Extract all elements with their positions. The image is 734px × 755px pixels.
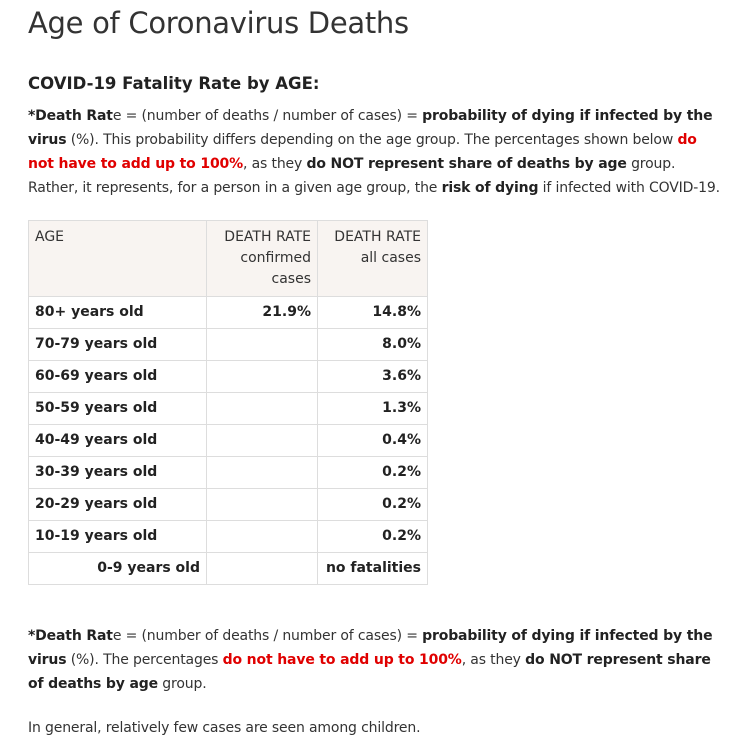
footnote-paragraph — [28, 624, 720, 696]
table-header-row — [29, 221, 428, 297]
header-age: AGE — [29, 221, 207, 297]
intro-text-4: if infected with COVID-19. — [538, 180, 720, 196]
table-row — [29, 425, 428, 457]
confirmed-rate-cell — [207, 553, 318, 585]
age-cell: 70-79 years old — [29, 329, 207, 361]
footnote-formula: e = (number of deaths / number of cases) = — [112, 628, 423, 644]
table-row — [29, 329, 428, 361]
intro-text-3: group. Rather, it represents, for a person in a given age group, the — [28, 156, 676, 196]
intro-paragraph — [28, 104, 720, 200]
table-row — [29, 361, 428, 393]
fatality-rate-table — [28, 220, 428, 585]
header-death-rate-confirmed: DEATH RATE confirmed cases — [207, 221, 318, 297]
all-rate-cell: 8.0% — [318, 329, 428, 361]
table-row — [29, 393, 428, 425]
all-rate-cell: 0.2% — [318, 521, 428, 553]
footnote-text-1: (%). The percentages — [66, 652, 223, 668]
confirmed-rate-cell — [207, 393, 318, 425]
all-rate-cell: 1.3% — [318, 393, 428, 425]
all-rate-cell: 3.6% — [318, 361, 428, 393]
table-row — [29, 553, 428, 585]
intro-term: *Death Rat — [28, 108, 113, 124]
all-rate-cell: 14.8% — [318, 297, 428, 329]
closing-paragraph: In general, relatively few cases are seen among children. — [28, 720, 421, 736]
confirmed-rate-cell — [207, 361, 318, 393]
age-cell: 60-69 years old — [29, 361, 207, 393]
all-rate-cell: 0.2% — [318, 489, 428, 521]
intro-formula: e = (number of deaths / number of cases) = — [112, 108, 423, 124]
confirmed-rate-cell — [207, 329, 318, 361]
intro-bold-2: risk of dying — [441, 180, 539, 196]
table-row — [29, 297, 428, 329]
age-cell: 0-9 years old — [29, 553, 207, 585]
confirmed-rate-cell — [207, 457, 318, 489]
age-cell: 20-29 years old — [29, 489, 207, 521]
intro-text-1: (%). This probability differs depending on the age group. The percentages shown below — [66, 132, 678, 148]
footnote-term: *Death Rat — [28, 628, 113, 644]
footnote-text-2: , as they — [461, 652, 526, 668]
section-heading: COVID-19 Fatality Rate by AGE: — [28, 74, 320, 93]
table-row — [29, 457, 428, 489]
footnote-bold: do NOT represent share of deaths by age — [28, 652, 711, 692]
confirmed-rate-cell — [207, 489, 318, 521]
intro-bold-1: do NOT represent share of deaths by age — [306, 156, 627, 172]
age-cell: 50-59 years old — [29, 393, 207, 425]
table-row — [29, 521, 428, 553]
intro-text-2: , as they — [243, 156, 307, 172]
intro-definition: probability of dying if infected by the virus — [28, 108, 713, 148]
footnote-red-emphasis: do not have to add up to 100% — [222, 652, 462, 668]
confirmed-rate-cell — [207, 425, 318, 457]
all-rate-cell: no fatalities — [318, 553, 428, 585]
all-rate-cell: 0.4% — [318, 425, 428, 457]
confirmed-rate-cell — [207, 521, 318, 553]
all-rate-cell: 0.2% — [318, 457, 428, 489]
page-title: Age of Coronavirus Deaths — [28, 6, 409, 40]
age-cell: 80+ years old — [29, 297, 207, 329]
confirmed-rate-cell: 21.9% — [207, 297, 318, 329]
footnote-text-3: group. — [158, 676, 207, 692]
header-death-rate-all: DEATH RATE all cases — [318, 221, 428, 297]
age-cell: 10-19 years old — [29, 521, 207, 553]
table-row — [29, 489, 428, 521]
intro-red-emphasis: do not have to add up to 100% — [28, 132, 697, 172]
age-cell: 40-49 years old — [29, 425, 207, 457]
age-cell: 30-39 years old — [29, 457, 207, 489]
footnote-definition: probability of dying if infected by the virus — [28, 628, 713, 668]
